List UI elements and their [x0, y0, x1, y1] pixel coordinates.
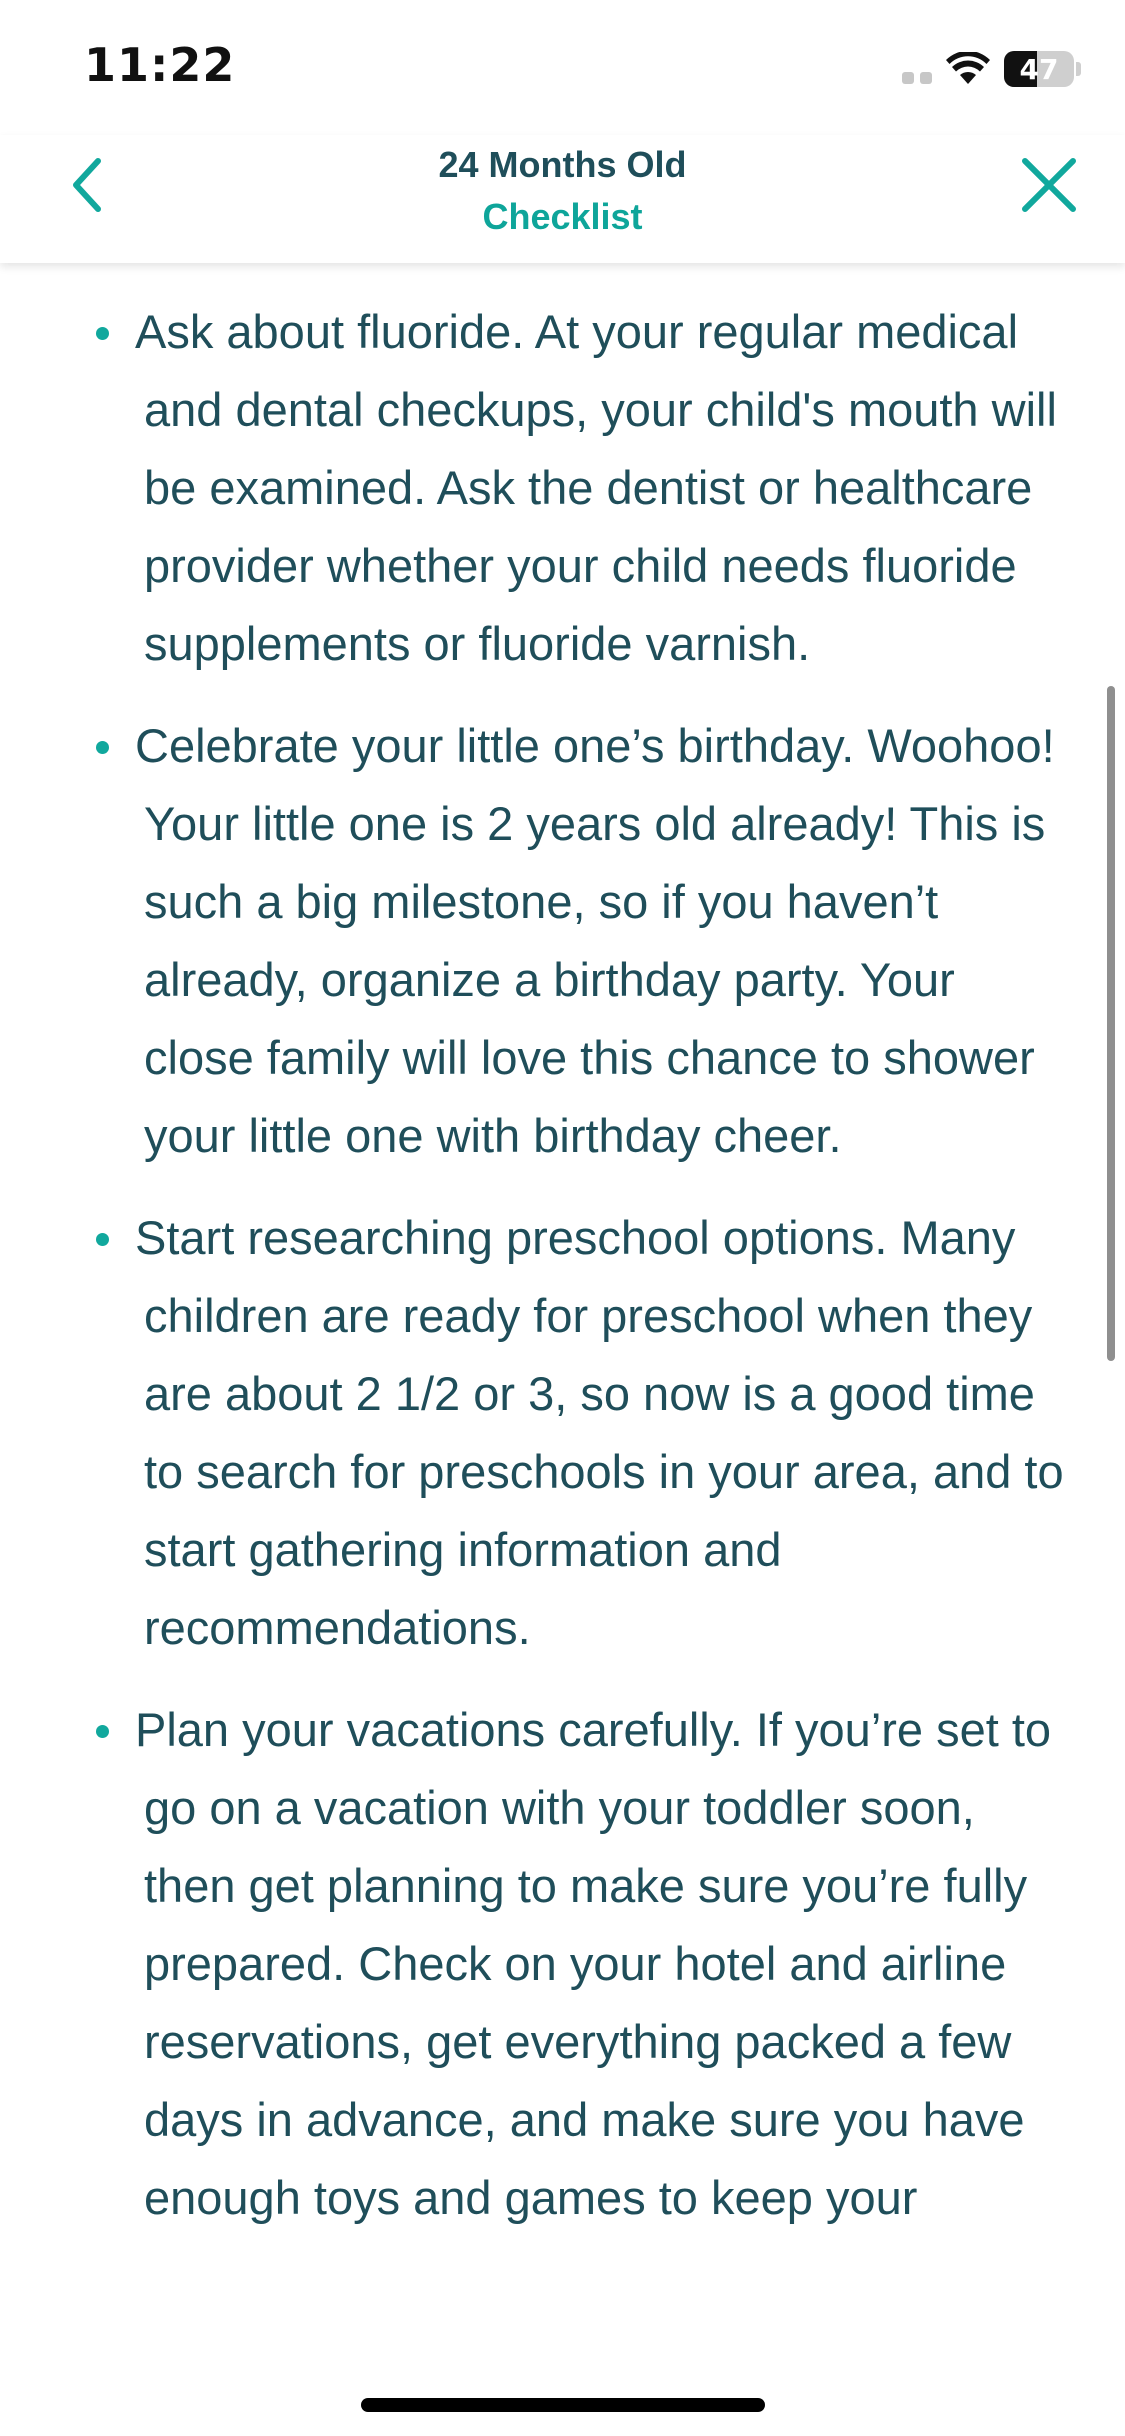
wifi-icon [946, 52, 990, 86]
close-button[interactable] [1009, 145, 1089, 225]
list-item [0, 1691, 1125, 2237]
list-item-text: Plan your vacations carefully. If you’re set to go on a vacation with your toddler soon, then get planning to make sure you’re fully prepared. Check on your hotel and airline reservations, get everything packed a few days in advance, and make sure you have enough toys and games to keep your [135, 1703, 1052, 2224]
list-item-text: Start researching preschool options. Many children are ready for preschool when they are about 2 1/2 or 3, so now is a good time to search for preschools in your area, and to start gathering information and recommendations. [135, 1211, 1064, 1654]
list-item [0, 707, 1125, 1175]
list-item-text: Celebrate your little one’s birthday. Woohoo! Your little one is 2 years old already! This is such a big milestone, so if you haven’t already, organize a birthday party. Your close family will love this chance to shower your little one with birthday cheer. [135, 719, 1055, 1162]
back-button[interactable] [58, 145, 118, 225]
nav-header [0, 135, 1125, 263]
header-titles [200, 139, 925, 243]
close-icon [1021, 157, 1077, 213]
battery-nub [1076, 62, 1081, 76]
list-item-text: Ask about fluoride. At your regular medical and dental checkups, your child's mouth will be examined. Ask the dentist or healthcare provider whether your child needs fluoride supplements or fluoride varnish. [135, 305, 1057, 670]
chevron-left-icon [68, 157, 108, 213]
checklist [0, 263, 1125, 2237]
scrollbar[interactable] [1107, 686, 1115, 1361]
bullet-icon [96, 1725, 109, 1738]
bullet-icon [96, 327, 109, 340]
home-indicator[interactable] [361, 2398, 765, 2412]
page-title: 24 Months Old [438, 144, 687, 185]
bullet-icon [96, 1233, 109, 1246]
checklist-content[interactable] [0, 263, 1125, 2436]
page-subtitle: Checklist [482, 196, 643, 237]
status-time: 11:22 [84, 38, 236, 92]
status-bar [0, 0, 1125, 135]
list-item [0, 1199, 1125, 1667]
list-item [0, 293, 1125, 683]
status-indicators [902, 48, 1081, 90]
battery-icon [1004, 51, 1074, 87]
cellular-signal-icon [902, 54, 932, 84]
bullet-icon [96, 741, 109, 754]
battery-level: 47 [1019, 52, 1059, 86]
